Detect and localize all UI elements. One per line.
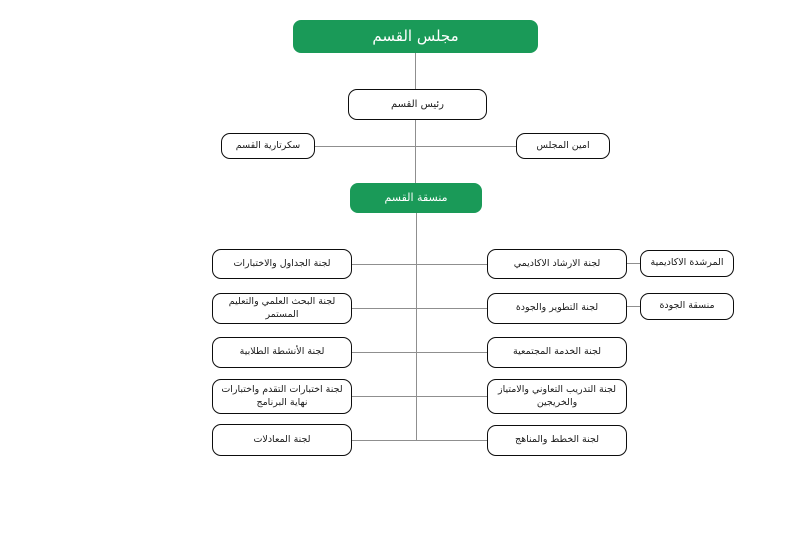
node-label: المرشدة الاكاديمية [650,257,724,269]
node-label: مجلس القسم [372,26,459,45]
connector-line [416,352,487,353]
org-node-committee-student-activities [212,337,352,368]
org-node-committee-equivalencies [212,424,352,456]
node-label: لجنة التدريب التعاوني والامتياز والخريجين [498,384,616,408]
org-node-department-council [293,20,538,53]
connector-line [416,396,487,397]
connector-line [352,352,416,353]
org-node-committee-academic-advising [487,249,627,279]
org-node-committee-community-service [487,337,627,368]
org-node-committee-development-quality [487,293,627,324]
node-label: رئيس القسم [390,99,445,110]
node-label: سكرتارية القسم [235,139,301,151]
connector-line [627,263,640,264]
node-label: امين المجلس [536,139,590,151]
node-label: لجنة الجداول والاختبارات [233,257,331,269]
node-label: لجنة الخدمة المجتمعية [513,346,601,358]
connector-line [352,308,416,309]
connector-line [416,440,487,441]
connector-line [416,264,487,265]
org-node-committee-progress-final-exams [212,379,352,414]
node-label: لجنة التطوير والجودة [515,302,599,314]
connector-line [352,264,416,265]
node-label: لجنة البحث العلمي والتعليم المستمر [228,296,336,320]
org-node-department-head [348,89,487,120]
connector-line [315,146,516,147]
connector-line [352,440,416,441]
connector-line [415,53,416,89]
org-node-board-secretary [516,133,610,159]
connector-line [352,396,416,397]
org-node-committee-schedules-exams [212,249,352,279]
node-label: لجنة اختبارات التقدم واختبارات نهاية البرنامج [221,384,343,408]
org-node-committee-research-continuing-education [212,293,352,324]
node-label: لجنة الارشاد الاكاديمي [513,257,601,269]
org-node-committee-plans-curricula [487,425,627,456]
connector-trunk-line [416,213,417,441]
connector-line [416,308,487,309]
org-node-department-coordinator [350,183,482,213]
node-label: منسقة القسم [384,190,448,204]
node-label: لجنة المعادلات [253,433,311,445]
connector-line [627,306,640,307]
node-label: لجنة الخطط والمناهج [514,434,600,446]
org-node-quality-coordinator [640,293,734,320]
node-label: منسقة الجودة [659,300,715,312]
org-node-committee-coop-training-graduates [487,379,627,414]
node-label: لجنة الأنشطة الطلابية [239,346,325,358]
org-node-academic-advisor [640,250,734,277]
org-node-department-secretary [221,133,315,159]
connector-line [415,120,416,183]
